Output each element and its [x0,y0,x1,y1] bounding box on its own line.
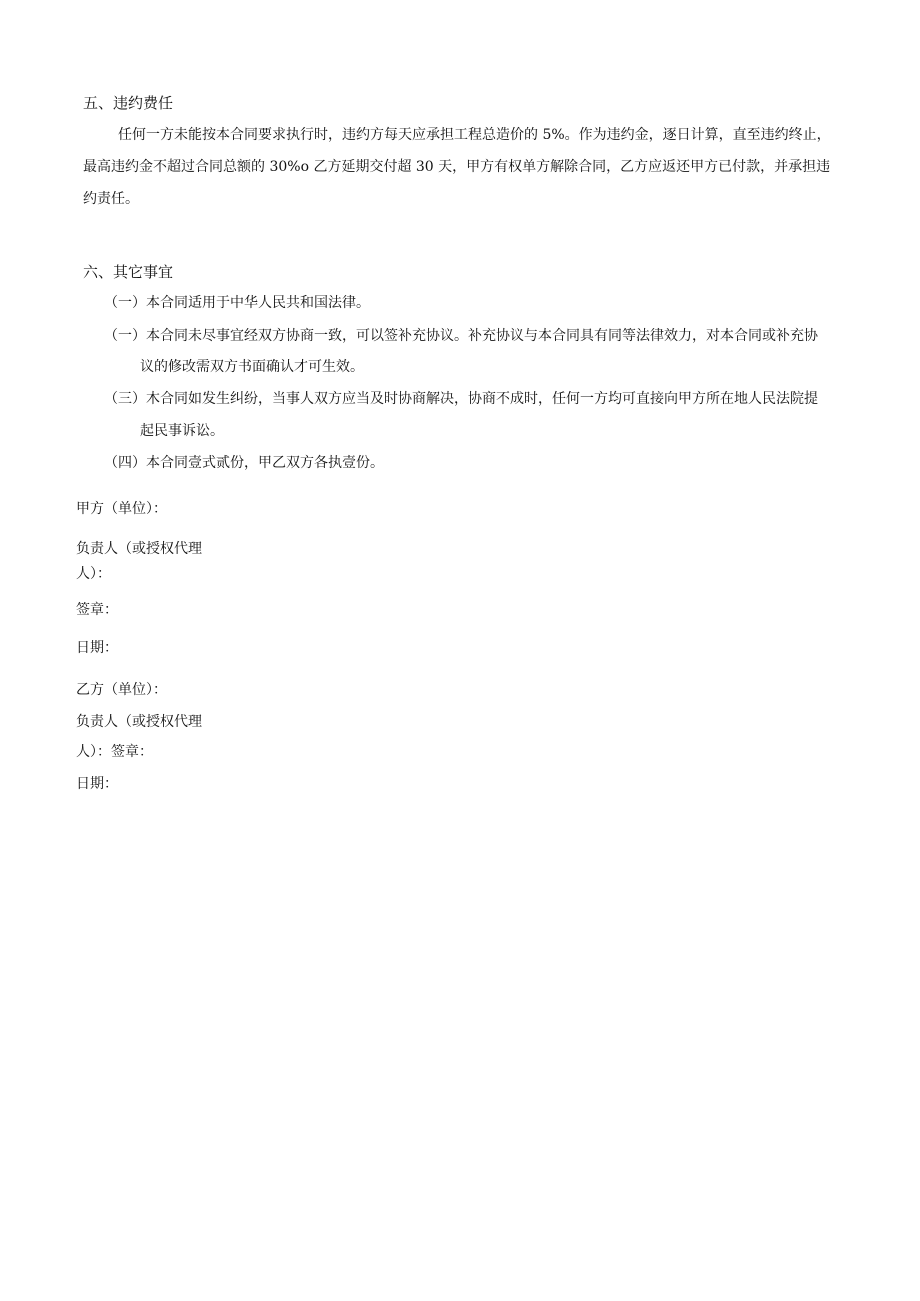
clause-item: （四）本合同壹式贰份，甲乙双方各执壹份。 [104,455,384,471]
party-a-representative-label: 负责人（或授权代理 [76,541,202,557]
party-b-unit-label: 乙方（单位）： [76,682,167,698]
party-a-date-label: 日期： [76,640,118,656]
clause-item-continuation: 起民事诉讼。 [140,423,224,439]
section-heading-liability: 五、违约费任 [83,94,174,112]
party-a-representative-label-cont: 人）： [76,566,111,582]
clause-item: （三）木合同如发生纠纷，当事人双方应当及时协商解决，协商不成时，任何一方均可直接向甲方所在地人民法院提 [104,391,818,407]
paragraph-line: 任何一方未能按本合同要求执行时，违约方每天应承担工程总造价的 5%。作为违约金，逐日计算，直至违约终止， [118,127,831,143]
clause-item: （一）本合同适用于中华人民共和国法律。 [104,295,370,311]
clause-item: （一）本合同未尽事宜经双方协商一致，可以签补充协议。补充协议与本合同具有同等法律效力，对本合同或补充协 [104,328,818,344]
section-heading-other-matters: 六、其它事宜 [83,263,174,281]
party-a-unit-label: 甲方（单位）： [76,501,167,517]
clause-item-continuation: 议的修改需双方书面确认才可生效。 [140,359,364,375]
paragraph-line: 最高违约金不超过合同总额的 30%o 乙方延期交付超 30 天，甲方有权单方解除合同，乙方应返还甲方已付款，并承担违 [83,159,831,175]
paragraph-line: 约责任。 [83,191,139,207]
party-a-seal-label: 签章： [76,602,118,618]
party-b-date-label: 日期： [76,776,118,792]
party-b-representative-seal-label: 人）：签章： [76,744,153,760]
party-b-representative-label: 负责人（或授权代理 [76,714,202,730]
